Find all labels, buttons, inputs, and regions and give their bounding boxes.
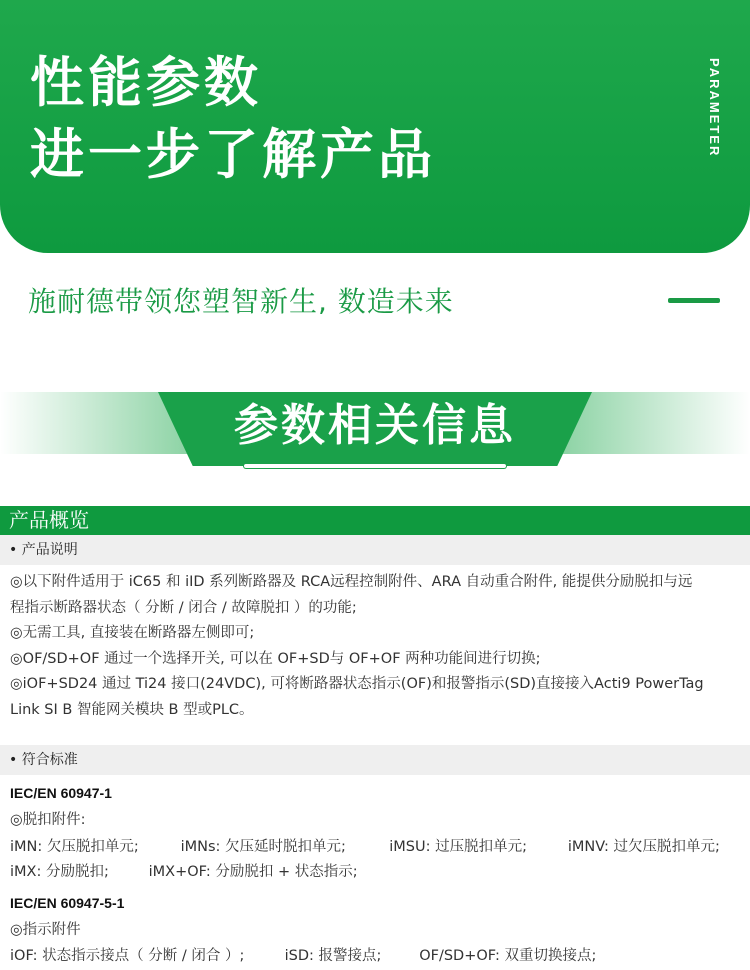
banner-title: 参数相关信息: [234, 400, 516, 451]
description-line: 程指示断路器状态（ 分断 / 闭合 / 故障脱扣 ）的功能;: [10, 599, 357, 616]
standards-heading: • 符合标准: [0, 745, 750, 775]
standard-row: [10, 860, 358, 881]
description-line: ◎iOF+SD24 通过 Ti24 接口(24VDC), 可将断路器状态指示(OF)和报警指示(SD)直接接入Acti9 PowerTag: [10, 676, 704, 692]
description-line: ◎无需工具, 直接装在断路器左侧即可;: [10, 625, 255, 641]
standard-item: iMX+OF: 分励脱扣 + 状态指示;: [148, 864, 358, 880]
hero-banner: [0, 0, 750, 253]
standard-title: IEC/EN 60947-5-1: [10, 895, 125, 911]
description-heading: • 产品说明: [0, 535, 750, 565]
slogan: 施耐德带领您塑智新生, 数造未来: [28, 285, 454, 318]
description-line: Link SI B 智能网关模块 B 型或PLC。: [10, 701, 254, 718]
standard-row: [10, 835, 720, 856]
slogan-divider: [668, 298, 720, 303]
standard-item: iSD: 报警接点;: [284, 948, 382, 964]
standard-item: iMN: 欠压脱扣单元;: [10, 839, 139, 855]
standard-subtitle: ◎指示附件: [10, 922, 81, 938]
standard-item: iMNV: 过欠压脱扣单元;: [567, 839, 720, 855]
banner-underline: [244, 464, 506, 468]
description-line: ◎OF/SD+OF 通过一个选择开关, 可以在 OF+SD与 OF+OF 两种功能间进行切换;: [10, 650, 541, 667]
overview-header: 产品概览: [0, 506, 750, 535]
standard-title: IEC/EN 60947-1: [10, 785, 112, 801]
hero-title-line1: 性能参数: [30, 51, 262, 114]
standard-subtitle: ◎脱扣附件:: [10, 812, 86, 828]
standard-item: iMX: 分励脱扣;: [10, 864, 109, 880]
standard-item: iOF: 状态指示接点（ 分断 / 闭合 ）;: [10, 948, 245, 964]
description-line: ◎以下附件适用于 iC65 和 iID 系列断路器及 RCA远程控制附件、ARA 自动重合附件, 能提供分励脱扣与远: [10, 574, 693, 590]
standard-item: OF/SD+OF: 双重切换接点;: [419, 948, 597, 964]
standard-item: iMSU: 过压脱扣单元;: [389, 839, 527, 855]
standard-item: iMNs: 欠压延时脱扣单元;: [180, 839, 346, 855]
description-paragraph: [10, 570, 745, 723]
hero-title-line2: 进一步了解产品: [30, 123, 436, 186]
standard-row: [10, 944, 596, 965]
hero-side-label: PARAMETER: [707, 58, 722, 158]
